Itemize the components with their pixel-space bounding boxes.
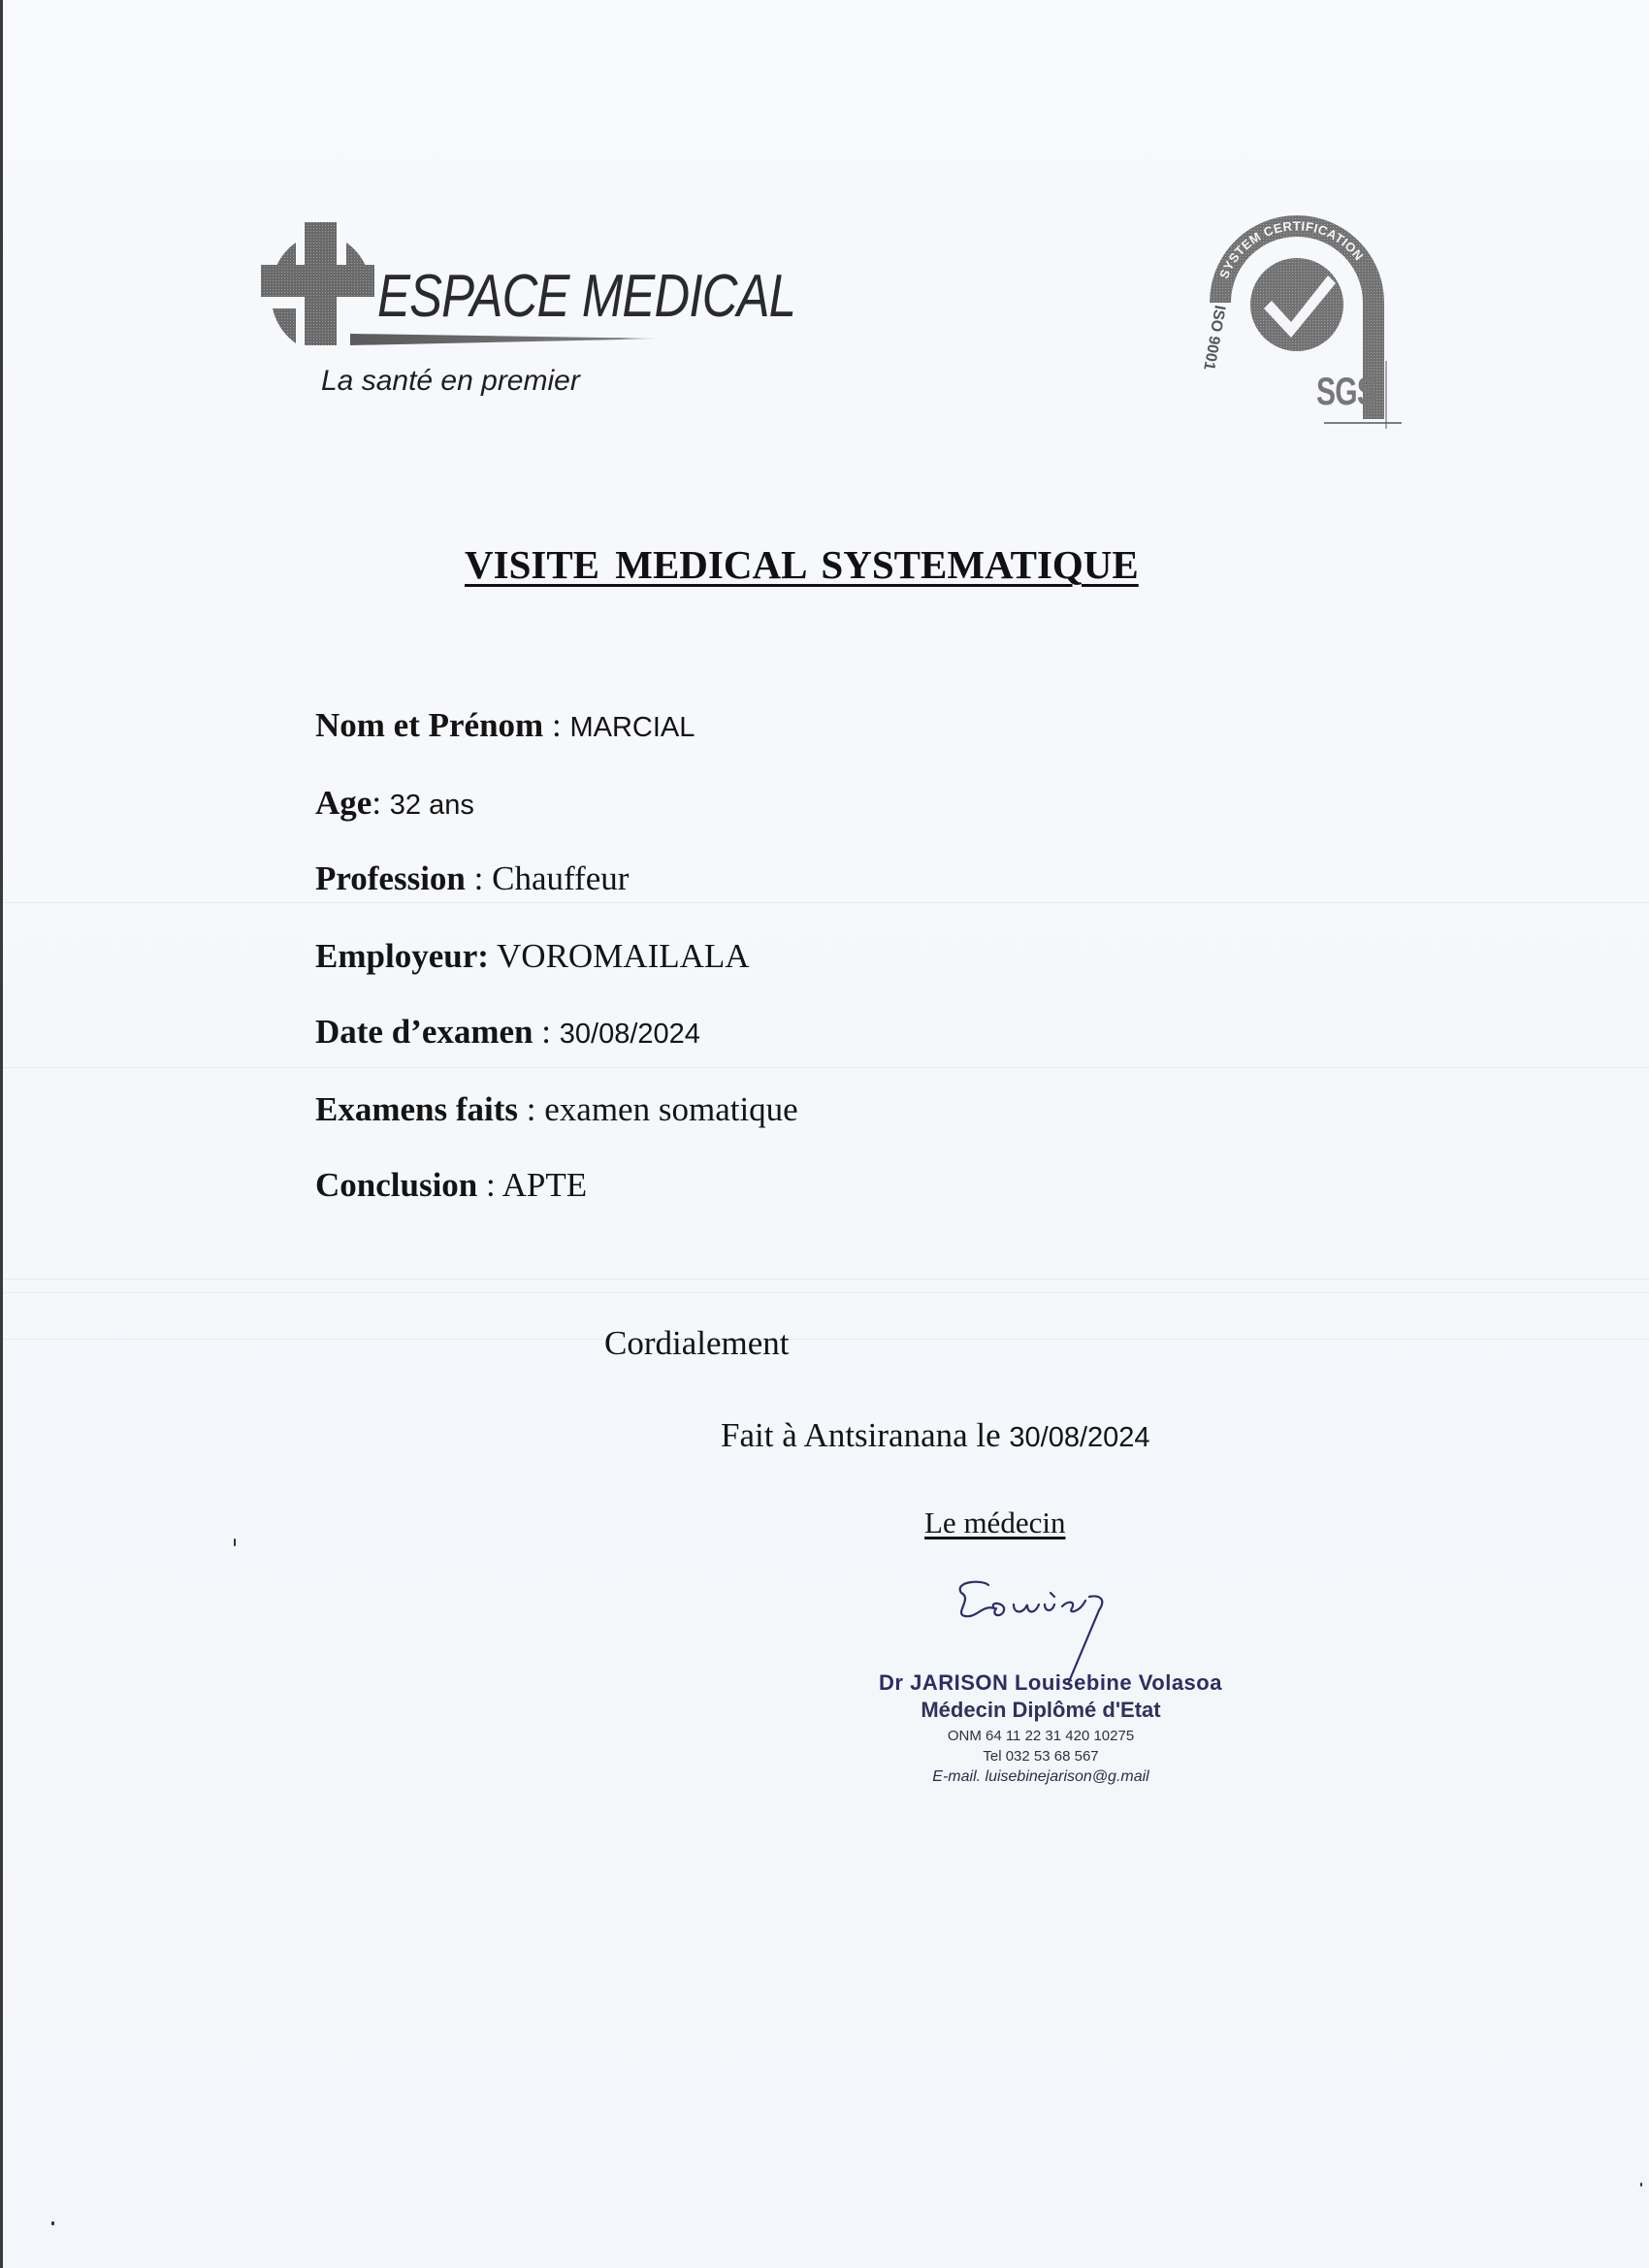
field-label: Date d’examen [315,1013,534,1051]
field-value: MARCIAL [569,712,695,743]
field-label: Employeur: [315,937,489,975]
field-age: Age: 32 ans [315,784,474,822]
field-label: Conclusion [315,1166,478,1204]
field-employer [315,937,750,976]
stamp-phone: Tel 032 53 68 567 [983,1748,1099,1765]
field-label: Examens faits [315,1090,519,1128]
closing-text: Cordialement [604,1324,790,1362]
field-value: Chauffeur [492,859,630,897]
doctor-stamp [847,1672,1235,1785]
iso-certification-badge [1202,186,1425,429]
field-label: Age [315,784,372,822]
signatory-label: Le médecin [924,1506,1066,1539]
brand-name: ESPACE MEDICAL [377,263,796,330]
field-label: Nom et Prénom [315,706,544,744]
field-value: examen somatique [544,1090,798,1128]
field-value: VOROMAILALA [497,937,750,975]
stamp-doctor-name: Dr JARISON Louisebine Volasoa [879,1670,1222,1695]
signature-date: 30/08/2024 [1009,1422,1150,1453]
field-name: Nom et Prénom : MARCIAL [315,706,695,744]
field-value: 32 ans [389,790,474,821]
field-exams-done: Examens faits : examen somatique [315,1090,798,1128]
stamp-email: E-mail. luisebinejarison@g.mail [932,1768,1149,1785]
document-title: VISITE MEDICAL SYSTEMATIQUE [465,542,1139,587]
field-label: Profession [315,859,466,897]
field-value: 30/08/2024 [559,1019,700,1050]
field-value: APTE [501,1166,588,1204]
brand-tagline: La santé en premier [321,365,580,397]
stamp-onm-number: ONM 64 11 22 31 420 10275 [947,1728,1135,1744]
espace-medical-logo [261,219,843,413]
field-exam-date: Date d’examen : 30/08/2024 [315,1013,700,1051]
arc-text: SYSTEM CERTIFICATION [1216,218,1367,281]
field-conclusion: Conclusion : APTE [315,1166,588,1204]
sgs-label: SGS [1316,371,1376,413]
place-and-date: Fait à Antsiranana le 30/08/2024 [721,1416,1150,1454]
iso-standard: ISO 9001 [1202,304,1228,372]
stamp-doctor-title: Médecin Diplômé d'Etat [921,1698,1161,1722]
checkmark-circle [1250,258,1343,351]
field-profession: Profession : Chauffeur [315,859,630,897]
